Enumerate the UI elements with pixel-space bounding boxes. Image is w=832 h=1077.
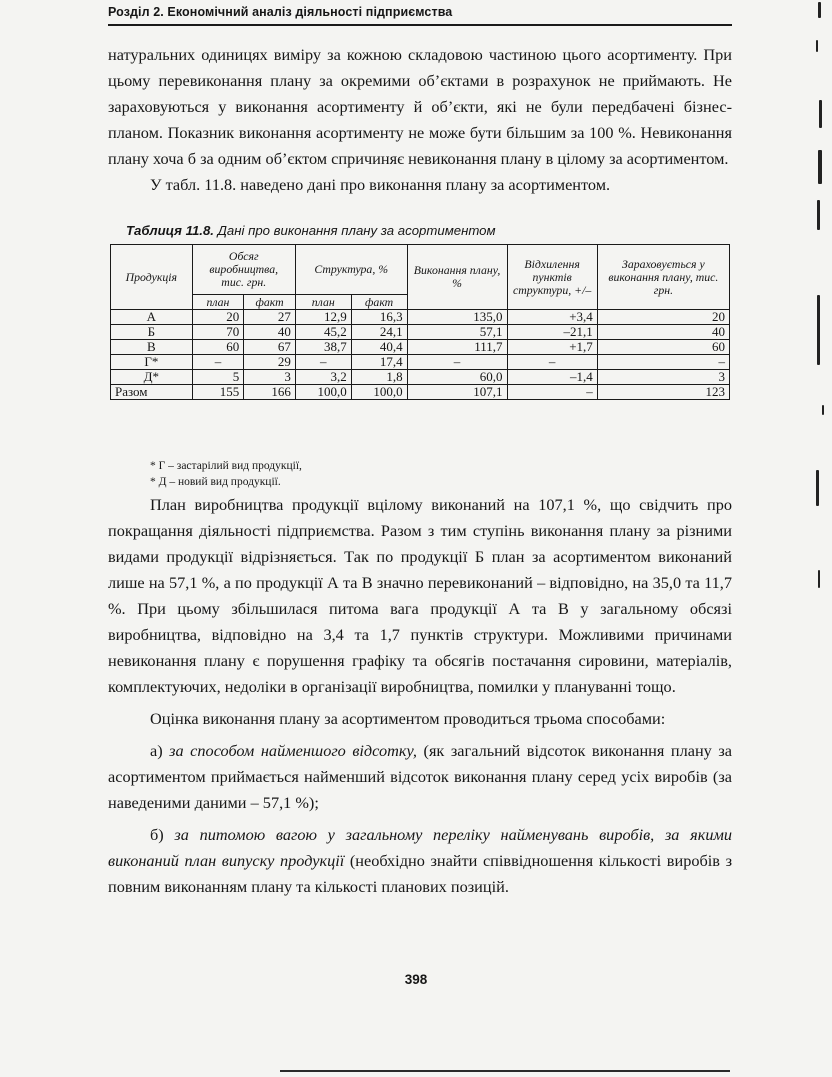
bottom-rule bbox=[280, 1070, 730, 1072]
cell-vol-fact: 67 bbox=[244, 340, 296, 355]
page-number: 398 bbox=[404, 972, 428, 987]
cell-product: Разом bbox=[111, 385, 193, 400]
cell-cred: 40 bbox=[597, 325, 729, 340]
table-row bbox=[111, 325, 730, 340]
table-row bbox=[111, 370, 730, 385]
cell-cred: 20 bbox=[597, 310, 729, 325]
cell-cred: 3 bbox=[597, 370, 729, 385]
cell-vol-plan: – bbox=[192, 355, 244, 370]
paragraph-6 bbox=[108, 822, 732, 900]
cell-cred: 123 bbox=[597, 385, 729, 400]
cell-exec: 57,1 bbox=[407, 325, 507, 340]
method-a-prefix: а) bbox=[150, 741, 170, 760]
cell-exec: 135,0 bbox=[407, 310, 507, 325]
th-volume-plan: план bbox=[192, 295, 244, 310]
cell-exec: 107,1 bbox=[407, 385, 507, 400]
cell-str-fact: 17,4 bbox=[351, 355, 407, 370]
cell-vol-fact: 27 bbox=[244, 310, 296, 325]
th-credited: Зараховується у виконання плану, тис. грн. bbox=[597, 245, 729, 310]
cell-dev: – bbox=[507, 385, 597, 400]
th-product: Продукція bbox=[111, 245, 193, 310]
th-execution: Виконання плану, % bbox=[407, 245, 507, 310]
paragraph-2: У табл. 11.8. наведено дані про виконання плану за асортиментом. bbox=[150, 175, 611, 194]
cell-vol-fact: 40 bbox=[244, 325, 296, 340]
scan-edge-marks bbox=[792, 0, 832, 1077]
table-row bbox=[111, 355, 730, 370]
table-row bbox=[111, 310, 730, 325]
cell-str-fact: 16,3 bbox=[351, 310, 407, 325]
table-caption-number: Таблиця 11.8. bbox=[126, 223, 214, 238]
cell-str-fact: 100,0 bbox=[351, 385, 407, 400]
cell-vol-plan: 20 bbox=[192, 310, 244, 325]
cell-product: А bbox=[111, 310, 193, 325]
analysis-text bbox=[108, 492, 732, 900]
method-a-name: за способом найменшого відсотку, bbox=[169, 741, 417, 760]
table-row-total bbox=[111, 385, 730, 400]
cell-vol-fact: 166 bbox=[244, 385, 296, 400]
cell-vol-plan: 70 bbox=[192, 325, 244, 340]
cell-cred: 60 bbox=[597, 340, 729, 355]
method-b-name: за питомою вагою у загальному переліку найменувань виробів, за якими виконаний план випуску продукції bbox=[108, 825, 732, 870]
cell-vol-plan: 155 bbox=[192, 385, 244, 400]
running-head: Розділ 2. Економічний аналіз діяльності підприємства bbox=[108, 4, 732, 26]
cell-exec: 111,7 bbox=[407, 340, 507, 355]
table-caption-text: Дані про виконання плану за асортиментом bbox=[213, 223, 496, 238]
cell-str-fact: 40,4 bbox=[351, 340, 407, 355]
method-a-text: (як загальний відсоток виконання плану за асортиментом приймається найменший відсоток виконання плану серед усіх виробів (за наведеними даними – 57,1 %); bbox=[108, 741, 732, 812]
paragraph-5 bbox=[108, 738, 732, 816]
cell-exec: 60,0 bbox=[407, 370, 507, 385]
cell-vol-fact: 3 bbox=[244, 370, 296, 385]
cell-vol-plan: 60 bbox=[192, 340, 244, 355]
cell-dev: +3,4 bbox=[507, 310, 597, 325]
cell-vol-plan: 5 bbox=[192, 370, 244, 385]
footnote-1: * Г – застарілий вид продукції, bbox=[150, 460, 302, 472]
cell-product: Б bbox=[111, 325, 193, 340]
cell-str-fact: 1,8 bbox=[351, 370, 407, 385]
th-deviation: Відхилення пунктів структури, +/– bbox=[507, 245, 597, 310]
cell-str-fact: 24,1 bbox=[351, 325, 407, 340]
th-structure: Структура, % bbox=[295, 245, 407, 295]
paragraph-3: План виробництва продукції вцілому виконаний на 107,1 %, що свідчить про покращання діяльності підприємства. Разом з тим ступінь виконання плану за різними видами продукції відрізняється. Так по продукції Б план за асортиментом виконаний лише на 57,1 %, а по продукції А та В значно перевиконаний – відповідно, на 35,0 та 11,7 %. При цьому збільшилася питома вага продукції А та В у загальному обсязі виробництва, відповідно на 3,4 та 1,7 пунктів структури. Можливими причинами невиконання плану є порушення графіку та обсягів постачання сировини, матеріалів, комплектуючих, недоліки в організації виробництва, помилки у плануванні тощо. bbox=[108, 495, 732, 696]
footnote-2: * Д – новий вид продукції. bbox=[150, 476, 281, 488]
cell-str-plan: 45,2 bbox=[295, 325, 351, 340]
cell-product: Г* bbox=[111, 355, 193, 370]
th-volume-fact: факт bbox=[244, 295, 296, 310]
cell-cred: – bbox=[597, 355, 729, 370]
th-volume: Обсяг виробництва, тис. грн. bbox=[192, 245, 295, 295]
cell-dev: –21,1 bbox=[507, 325, 597, 340]
paragraph-continued bbox=[108, 42, 732, 198]
cell-str-plan: 100,0 bbox=[295, 385, 351, 400]
cell-str-plan: 38,7 bbox=[295, 340, 351, 355]
th-structure-plan: план bbox=[295, 295, 351, 310]
paragraph-1: натуральних одиницях виміру за кожною складовою частиною цього асортименту. При цьому перевиконання плану за окремими об’єктами в розрахунок не приймають. Не зараховуються у виконання асортименту й об’єкти, які не були передбачені бізнес-планом. Показник виконання асортименту не може бути більшим за 100 %. Невиконання плану хоча б за одним об’єктом спричиняє невиконання плану в цілому за асортиментом. bbox=[108, 45, 732, 168]
cell-str-plan: 12,9 bbox=[295, 310, 351, 325]
assortment-table bbox=[110, 244, 730, 400]
table-caption bbox=[126, 222, 496, 240]
cell-str-plan: – bbox=[295, 355, 351, 370]
cell-dev: +1,7 bbox=[507, 340, 597, 355]
cell-exec: – bbox=[407, 355, 507, 370]
th-structure-fact: факт bbox=[351, 295, 407, 310]
table-footnotes bbox=[150, 458, 302, 490]
cell-dev: –1,4 bbox=[507, 370, 597, 385]
cell-vol-fact: 29 bbox=[244, 355, 296, 370]
method-b-prefix: б) bbox=[150, 825, 175, 844]
cell-str-plan: 3,2 bbox=[295, 370, 351, 385]
method-b-text: (необхідно знайти співвідношення кількості виробів з повним виконанням плану та кількості планових позицій. bbox=[108, 851, 732, 896]
cell-product: В bbox=[111, 340, 193, 355]
cell-dev: – bbox=[507, 355, 597, 370]
paragraph-4: Оцінка виконання плану за асортиментом проводиться трьома способами: bbox=[150, 709, 666, 728]
cell-product: Д* bbox=[111, 370, 193, 385]
table-row bbox=[111, 340, 730, 355]
